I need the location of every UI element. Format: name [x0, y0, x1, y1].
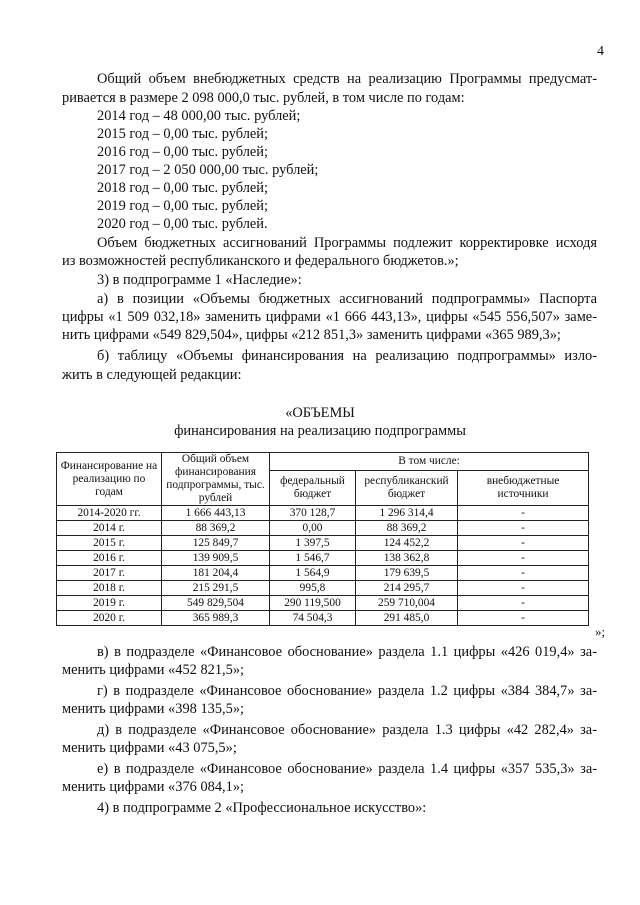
row-extrabudgetary: -: [458, 521, 589, 536]
correction-line-1: Объем бюджетных ассигнований Программы подлежит корректировке исходя: [97, 235, 597, 251]
year-line: 2020 год – 0,00 тыс. рублей.: [97, 216, 268, 232]
year-line: 2016 год – 0,00 тыс. рублей;: [97, 144, 268, 160]
item-e-line-1: е) в подразделе «Финансовое обоснование» раздела 1.4 цифры «357 535,3» за-: [97, 761, 597, 777]
row-period: 2020 г.: [57, 611, 162, 626]
financing-table: [56, 452, 589, 626]
item-g-line-2: менить цифрами «398 135,5»;: [62, 701, 245, 717]
row-republican: 88 369,2: [356, 521, 458, 536]
table-row: [57, 581, 589, 596]
row-total: 215 291,5: [162, 581, 270, 596]
row-extrabudgetary: -: [458, 611, 589, 626]
row-period: 2015 г.: [57, 536, 162, 551]
table-row: [57, 536, 589, 551]
row-federal: 995,8: [270, 581, 356, 596]
year-line: 2015 год – 0,00 тыс. рублей;: [97, 126, 268, 142]
table-row: [57, 596, 589, 611]
row-federal: 290 119,500: [270, 596, 356, 611]
item-v-line-2: менить цифрами «452 821,5»;: [62, 662, 245, 678]
year-line: 2018 год – 0,00 тыс. рублей;: [97, 180, 268, 196]
intro-line-1: Общий объем внебюджетных средств на реализацию Программы предусмат-: [97, 71, 597, 87]
row-federal: 1 546,7: [270, 551, 356, 566]
item-a-line-2: цифры «1 509 032,18» заменить цифрами «1 666 443,13», цифры «545 556,507» заме-: [62, 309, 597, 325]
row-total: 139 909,5: [162, 551, 270, 566]
row-federal: 0,00: [270, 521, 356, 536]
header-federal-budget: федеральный бюджет: [270, 471, 356, 506]
header-extrabudgetary: внебюджетные источники: [458, 471, 589, 506]
row-total: 1 666 443,13: [162, 506, 270, 521]
item-v-line-1: в) в подразделе «Финансовое обоснование» раздела 1.1 цифры «426 019,4» за-: [97, 644, 597, 660]
row-federal: 1 564,9: [270, 566, 356, 581]
row-republican: 291 485,0: [356, 611, 458, 626]
row-period: 2014-2020 гг.: [57, 506, 162, 521]
header-financing-years: Финансирование на реализацию по годам: [57, 453, 162, 506]
table-row: [57, 506, 589, 521]
table-row: [57, 551, 589, 566]
row-extrabudgetary: -: [458, 551, 589, 566]
item-a-line-3: нить цифрами «549 829,504», цифры «212 851,3» заменить цифрами «365 989,3»;: [62, 327, 561, 343]
row-federal: 370 128,7: [270, 506, 356, 521]
item-g-line-1: г) в подразделе «Финансовое обоснование» раздела 1.2 цифры «384 384,7» за-: [97, 683, 597, 699]
item-b-line-2: жить в следующей редакции:: [62, 367, 242, 383]
page-number: 4: [597, 44, 604, 59]
table-row: [57, 566, 589, 581]
row-republican: 179 639,5: [356, 566, 458, 581]
table-row: [57, 611, 589, 626]
row-period: 2019 г.: [57, 596, 162, 611]
item-d-line-1: д) в подразделе «Финансовое обоснование» раздела 1.3 цифры «42 282,4» за-: [97, 722, 597, 738]
row-total: 125 849,7: [162, 536, 270, 551]
row-republican: 1 296 314,4: [356, 506, 458, 521]
row-federal: 1 397,5: [270, 536, 356, 551]
year-line: 2014 год – 48 000,00 тыс. рублей;: [97, 108, 301, 124]
row-extrabudgetary: -: [458, 506, 589, 521]
row-extrabudgetary: -: [458, 566, 589, 581]
header-including: В том числе:: [270, 453, 589, 471]
item-b-line-1: б) таблицу «Объемы финансирования на реализацию подпрограммы» изло-: [97, 348, 597, 364]
intro-line-2: ривается в размере 2 098 000,0 тыс. рублей, в том числе по годам:: [62, 90, 465, 106]
row-federal: 74 504,3: [270, 611, 356, 626]
item-e-line-2: менить цифрами «376 084,1»;: [62, 779, 245, 795]
row-period: 2014 г.: [57, 521, 162, 536]
table-subtitle: финансирования на реализацию подпрограммы: [174, 423, 466, 439]
table-row: [57, 521, 589, 536]
row-total: 365 989,3: [162, 611, 270, 626]
row-total: 88 369,2: [162, 521, 270, 536]
row-total: 181 204,4: [162, 566, 270, 581]
row-republican: 214 295,7: [356, 581, 458, 596]
row-extrabudgetary: -: [458, 581, 589, 596]
row-period: 2016 г.: [57, 551, 162, 566]
correction-line-2: из возможностей республиканского и федерального бюджетов.»;: [62, 253, 459, 269]
year-line: 2019 год – 0,00 тыс. рублей;: [97, 198, 268, 214]
row-total: 549 829,504: [162, 596, 270, 611]
row-extrabudgetary: -: [458, 536, 589, 551]
row-republican: 124 452,2: [356, 536, 458, 551]
item-3: 3) в подпрограмме 1 «Наследие»:: [97, 272, 302, 288]
header-total-volume: Общий объем финансирования подпрограммы, тыс. рублей: [162, 453, 270, 506]
row-republican: 259 710,004: [356, 596, 458, 611]
row-republican: 138 362,8: [356, 551, 458, 566]
table-closing-quote: »;: [595, 624, 606, 639]
year-line: 2017 год – 2 050 000,00 тыс. рублей;: [97, 162, 319, 178]
row-period: 2017 г.: [57, 566, 162, 581]
item-d-line-2: менить цифрами «43 075,5»;: [62, 740, 237, 756]
row-period: 2018 г.: [57, 581, 162, 596]
header-republican-budget: республиканский бюджет: [356, 471, 458, 506]
table-title: «ОБЪЕМЫ: [285, 405, 355, 421]
item-a-line-1: а) в позиции «Объемы бюджетных ассигнований подпрограммы» Паспорта: [97, 291, 597, 307]
row-extrabudgetary: -: [458, 596, 589, 611]
item-4: 4) в подпрограмме 2 «Профессиональное искусство»:: [97, 800, 427, 816]
